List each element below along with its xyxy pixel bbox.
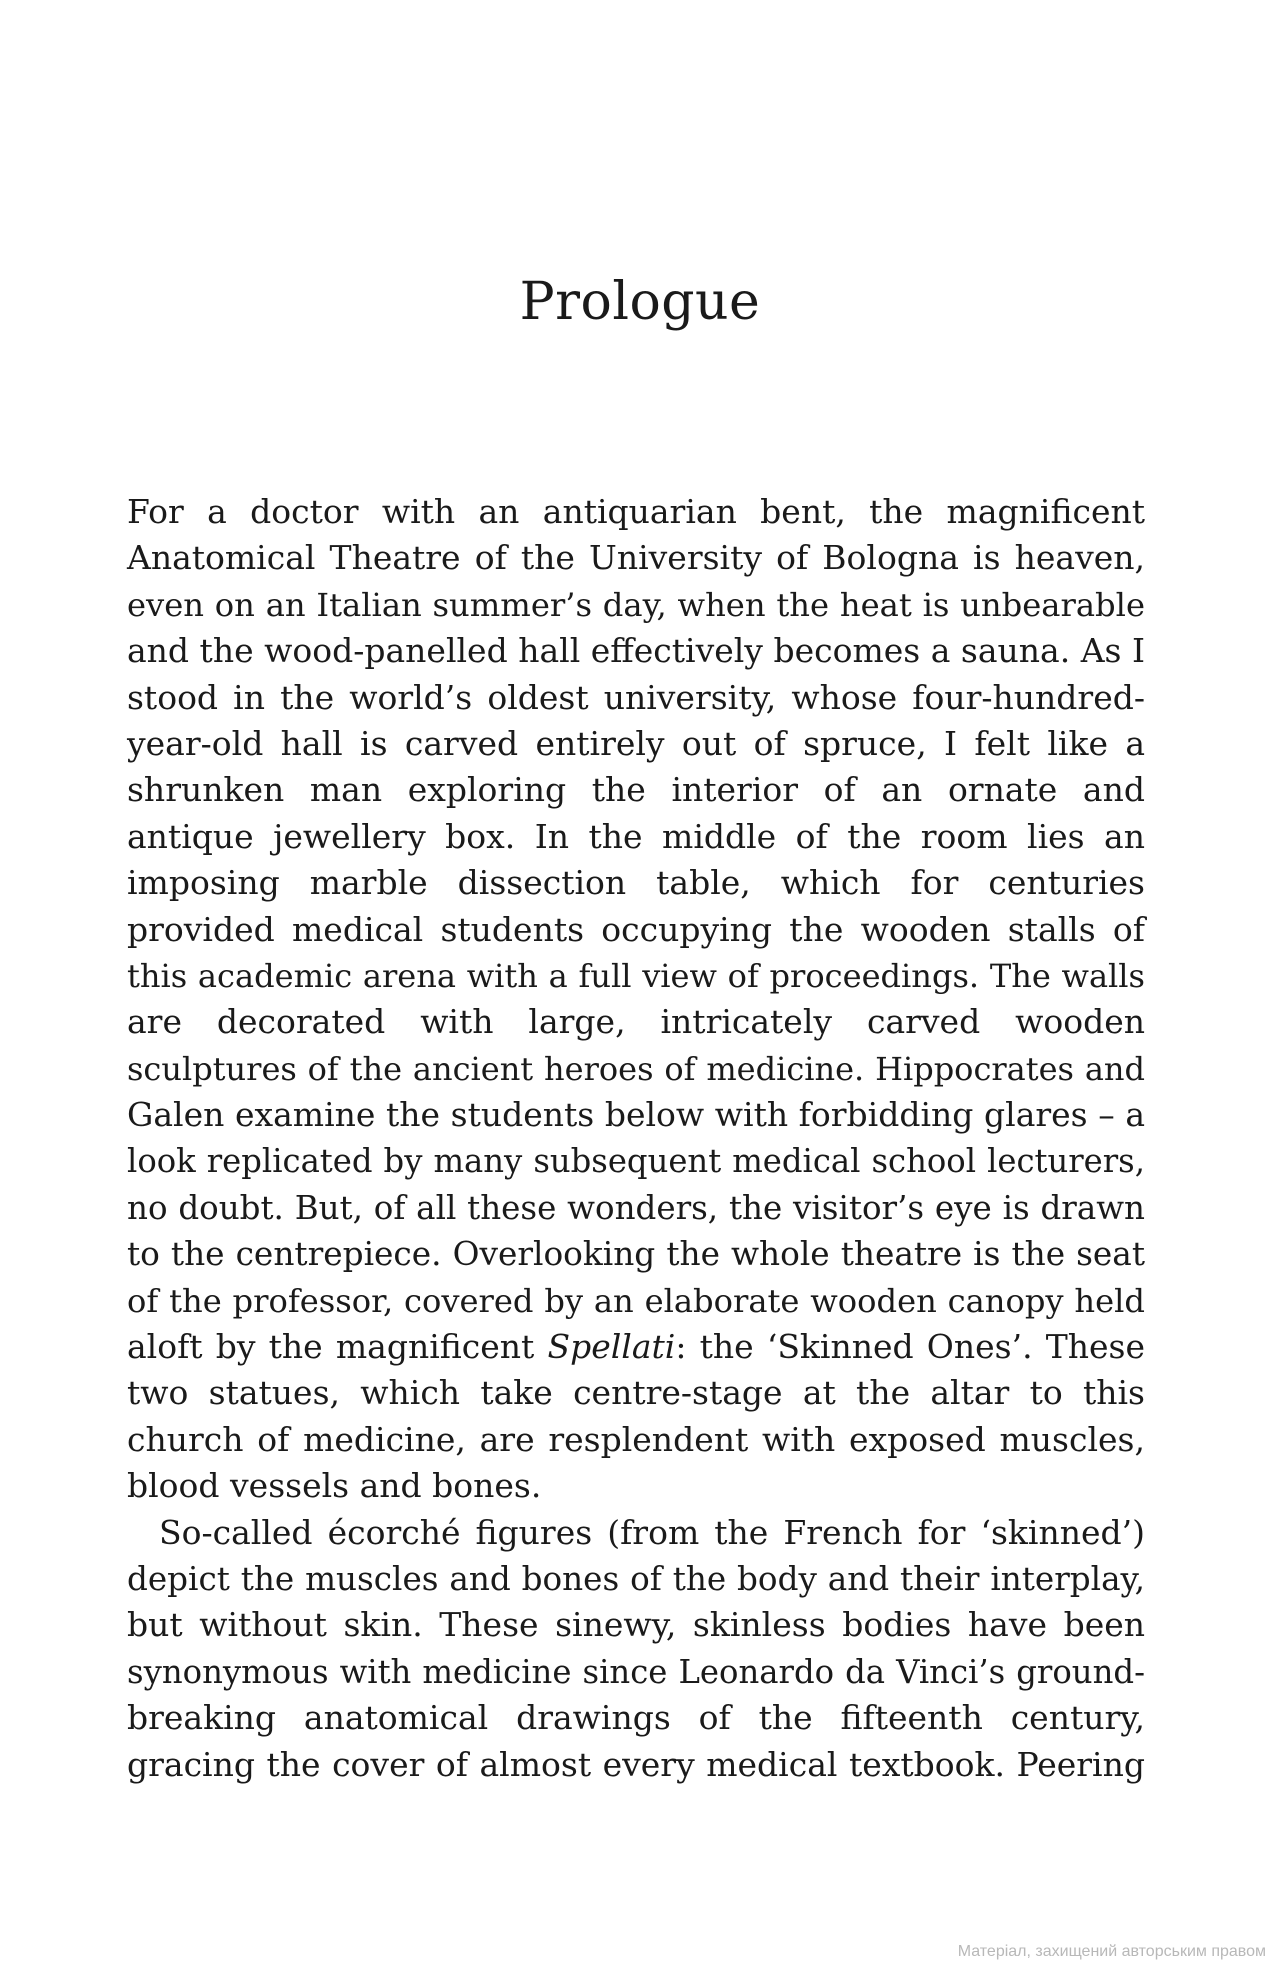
paragraph-line-with-italic xyxy=(127,1324,1145,1370)
paragraph-line: to the centrepiece. Overlooking the whole theatre is the seat xyxy=(127,1235,1145,1274)
paragraph-line: of the professor, covered by an elaborate wooden canopy held xyxy=(127,1281,1145,1320)
paragraph-line: look replicated by many subsequent medical school lecturers, xyxy=(127,1142,1145,1181)
paragraph-line: antique jewellery box. In the middle of the room lies an xyxy=(127,816,1145,856)
paragraph-line: year-old hall is carved entirely out of spruce, I felt like a xyxy=(127,723,1145,763)
paragraph-line: this academic arena with a full view of proceedings. The walls xyxy=(127,956,1145,995)
paragraph-line: stood in the world’s oldest university, whose four-hundred- xyxy=(127,677,1145,717)
paragraph-line: and the wood-panelled hall effectively becomes a sauna. As I xyxy=(127,631,1145,671)
chapter-title: Prologue xyxy=(519,272,761,332)
text-run: aloft by the magnificent xyxy=(127,1327,548,1367)
body-text xyxy=(127,489,1145,1788)
paragraph-line: breaking anatomical drawings of the fifteenth century, xyxy=(127,1698,1145,1738)
paragraph-line: provided medical students occupying the wooden stalls of xyxy=(127,909,1145,949)
paragraph-line: church of medicine, are resplendent with exposed muscles, xyxy=(127,1419,1145,1459)
paragraph-line: no doubt. But, of all these wonders, the visitor’s eye is drawn xyxy=(127,1188,1145,1227)
paragraph-line: blood vessels and bones. xyxy=(127,1466,542,1506)
text-run: : the ‘Skinned Ones’. These xyxy=(675,1327,1145,1367)
paragraph-line: imposing marble dissection table, which for centuries xyxy=(127,863,1145,903)
paragraph-line: Anatomical Theatre of the University of Bologna is heaven, xyxy=(127,538,1145,578)
paragraph-line: but without skin. These sinewy, skinless bodies have been xyxy=(127,1605,1145,1645)
italic-term: Spellati xyxy=(547,1327,676,1367)
paragraph-line: Galen examine the students below with forbidding glares – a xyxy=(127,1095,1145,1135)
paragraph-line: sculptures of the ancient heroes of medicine. Hippocrates and xyxy=(127,1049,1145,1088)
paragraph-line: depict the muscles and bones of the body and their interplay, xyxy=(127,1559,1145,1598)
paragraph-line: are decorated with large, intricately carved wooden xyxy=(127,1002,1145,1042)
paragraph-line: two statues, which take centre-stage at the altar to this xyxy=(127,1373,1145,1413)
copyright-watermark: Матеріал, захищений авторським правом xyxy=(957,1943,1266,1960)
paragraph-line: shrunken man exploring the interior of an ornate and xyxy=(127,770,1145,810)
paragraph-line: For a doctor with an antiquarian bent, the magnificent xyxy=(127,492,1145,531)
paragraph-line: So-called écorché figures (from the French for ‘skinned’) xyxy=(159,1512,1145,1552)
paragraph-line: gracing the cover of almost every medical textbook. Peering xyxy=(127,1744,1145,1784)
paragraph-line: synonymous with medicine since Leonardo da Vinci’s ground- xyxy=(127,1652,1145,1691)
paragraph-line: even on an Italian summer’s day, when the heat is unbearable xyxy=(127,585,1145,624)
